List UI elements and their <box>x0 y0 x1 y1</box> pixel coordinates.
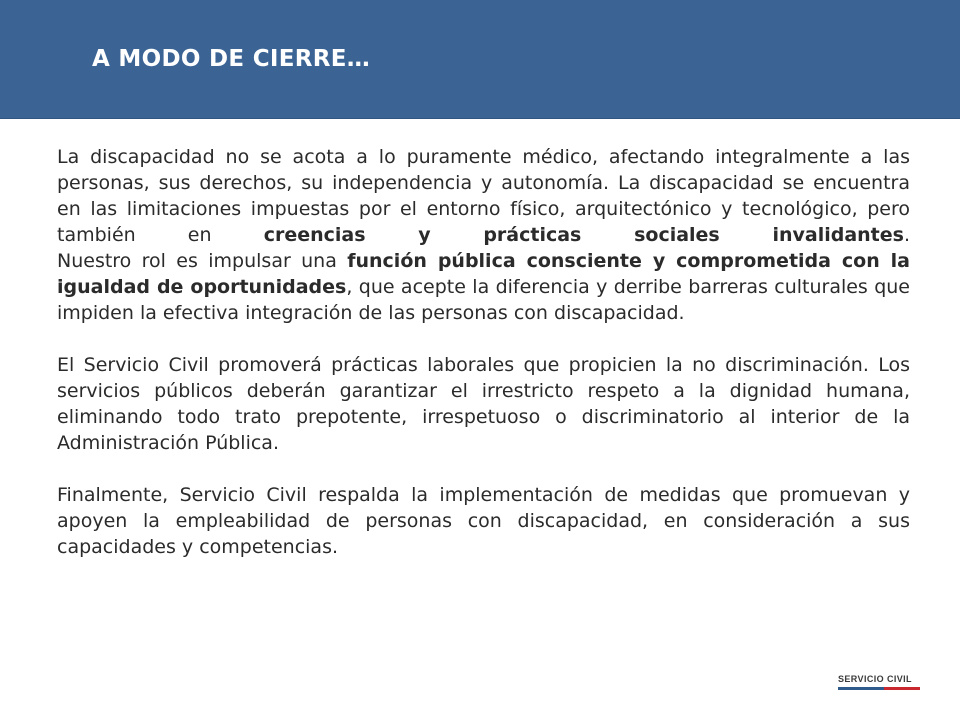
logo-stripe-blue <box>838 687 884 690</box>
slide-title: A MODO DE CIERRE… <box>92 46 371 72</box>
paragraph-2: El Servicio Civil promoverá prácticas laborales que propicien la no discriminación. Los servicios públicos deberán garantizar el irrestricto respeto a la dignidad humana, eliminando todo trato prepotente, irrespetuoso o discriminatorio al interior de la Administración Pública. <box>57 354 910 454</box>
paragraph-1 <box>57 144 910 326</box>
paragraph-1-text-d: , que acepte la diferencia y derribe barreras culturales que impiden la efectiva integración de las personas con discapacidad. <box>57 276 911 324</box>
paragraph-1-line-block <box>57 144 910 248</box>
paragraph-1-emphasis-b: función pública consciente y comprometida con la igualdad de oportunidades <box>57 250 910 298</box>
servicio-civil-logo <box>838 674 920 694</box>
paragraph-1-text-b: . <box>903 224 910 246</box>
paragraph-1-text-a: La discapacidad no se acota a lo puramente médico, afectando integralmente a las personas, sus derechos, su independencia y autonomía. La discapacidad se encuentra en las limitaciones impuestas por el entorno físico, arquitectónico y tecnológico, pero también en <box>57 146 910 246</box>
logo-stripe-red <box>884 687 920 690</box>
slide-body <box>57 144 910 560</box>
header-banner <box>0 0 960 119</box>
logo-text: SERVICIO CIVIL <box>838 674 912 684</box>
paragraph-3: Finalmente, Servicio Civil respalda la implementación de medidas que promuevan y apoyen la empleabilidad de personas con discapacidad, en consideración a sus capacidades y competencias. <box>57 484 910 558</box>
paragraph-1-emphasis-a: creencias y prácticas sociales invalidantes <box>263 224 904 246</box>
paragraph-1-text-c: Nuestro rol es impulsar una <box>57 250 337 272</box>
